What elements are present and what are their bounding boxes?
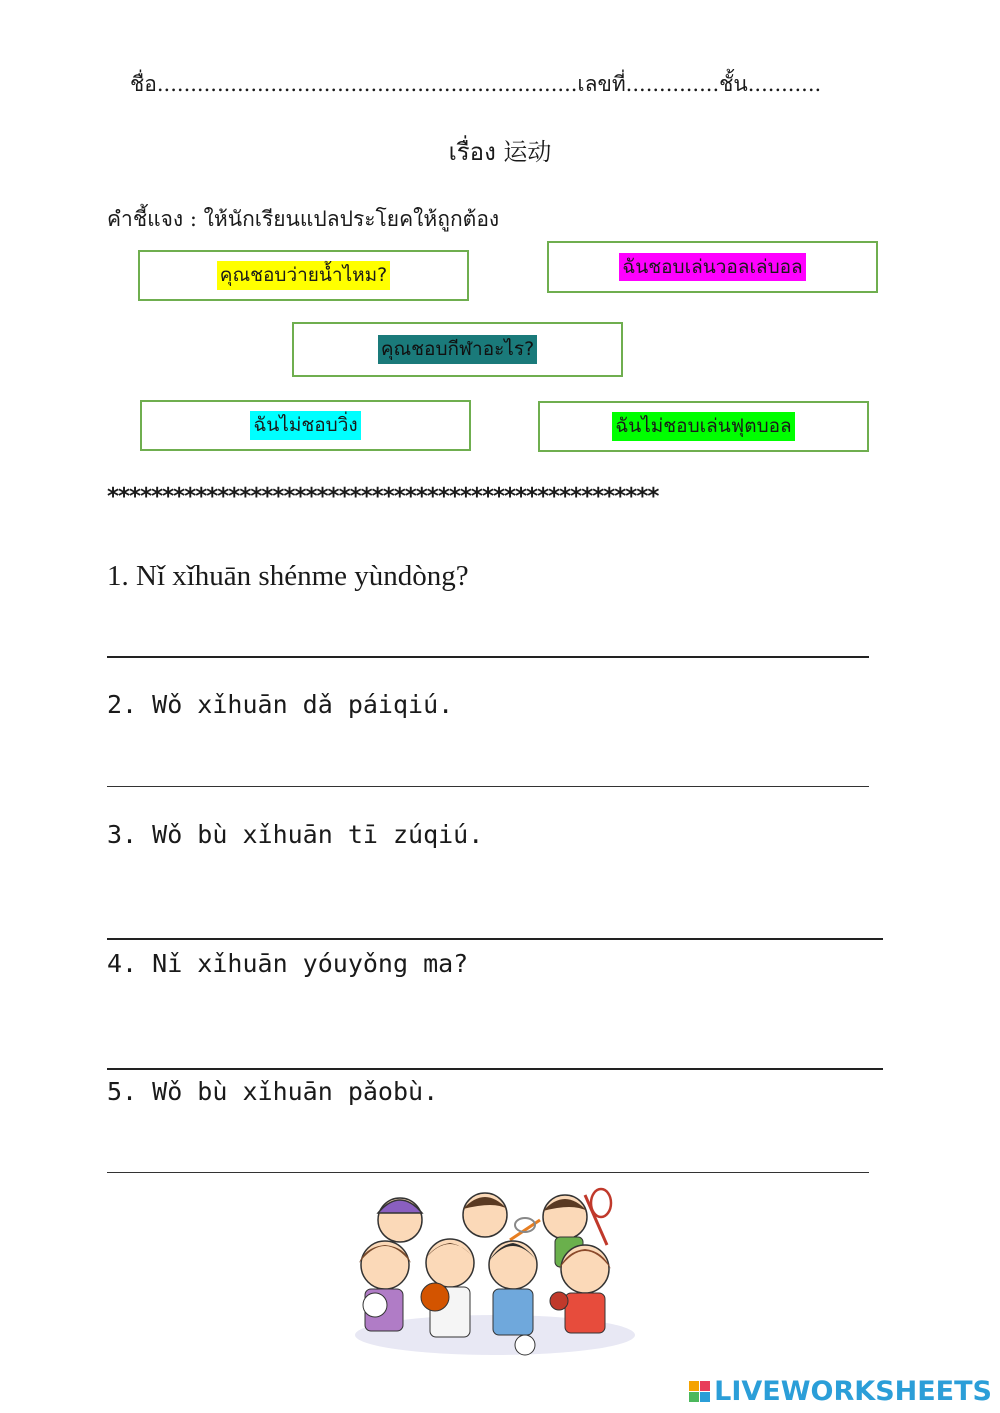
liveworksheets-logo-text: LIVEWORKSHEETS <box>714 1376 992 1407</box>
worksheet-title: เรื่อง 运动 <box>448 138 552 166</box>
answer-box-4-text: ฉันไม่ชอบวิ่ง <box>250 411 360 440</box>
question-5: 5. Wǒ bù xǐhuān pǎobù. <box>107 1077 439 1106</box>
separator-stars: ************************************************** <box>107 484 659 510</box>
answer-line-4[interactable] <box>107 1068 883 1070</box>
logo-square-1 <box>689 1381 699 1391</box>
kids-sports-illustration <box>345 1185 645 1365</box>
name-field[interactable]: ............................................................... <box>156 72 578 96</box>
number-field[interactable]: .............. <box>625 72 720 96</box>
name-label: ชื่อ <box>130 72 157 96</box>
class-label: ชั้น <box>719 72 748 96</box>
answer-line-1[interactable] <box>107 656 869 658</box>
answer-box-5-text: ฉันไม่ชอบเล่นฟุตบอล <box>612 412 794 441</box>
answer-box-3[interactable] <box>292 322 623 377</box>
question-2: 2. Wǒ xǐhuān dǎ páiqiú. <box>107 690 454 719</box>
instruction-text: คำชี้แจง : ให้นักเรียนแปลประโยคให้ถูกต้อง <box>107 207 500 231</box>
liveworksheets-logo-icon <box>689 1381 710 1402</box>
logo-square-3 <box>689 1392 699 1402</box>
answer-box-3-text: คุณชอบกีฬาอะไร? <box>378 335 537 364</box>
student-info-line <box>130 68 821 101</box>
question-3: 3. Wǒ bù xǐhuān tī zúqiú. <box>107 820 484 849</box>
answer-box-1[interactable] <box>138 250 469 301</box>
answer-line-5[interactable] <box>107 1172 869 1173</box>
answer-box-2-text: ฉันชอบเล่นวอลเล่บอล <box>619 253 805 282</box>
number-label: เลขที่ <box>577 72 626 96</box>
answer-line-3[interactable] <box>107 938 883 940</box>
answer-line-2[interactable] <box>107 786 869 787</box>
class-field[interactable]: ........... <box>747 72 822 96</box>
answer-box-4[interactable] <box>140 400 471 451</box>
logo-square-2 <box>700 1381 710 1391</box>
logo-square-4 <box>700 1392 710 1402</box>
answer-box-2[interactable] <box>547 241 878 293</box>
liveworksheets-logo <box>689 1376 992 1407</box>
question-1: 1. Nǐ xǐhuān shénme yùndòng? <box>107 560 469 592</box>
question-4: 4. Nǐ xǐhuān yóuyǒng ma? <box>107 949 469 978</box>
answer-box-1-text: คุณชอบว่ายน้ำไหม? <box>217 261 391 290</box>
answer-box-5[interactable] <box>538 401 869 452</box>
